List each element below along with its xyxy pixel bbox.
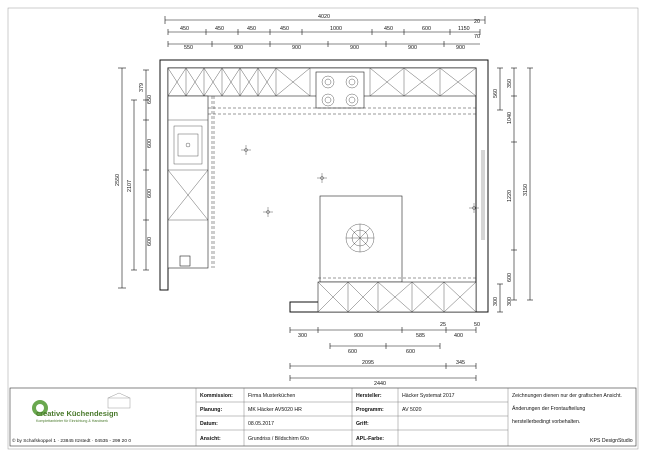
note-line-3: herstellerbedingt vorbehalten. bbox=[512, 419, 581, 425]
company-address: © by Schafskoppel 1 · 23845 Itzstedt · 04535 - 299 20 0 bbox=[12, 439, 132, 444]
griff-label: Griff: bbox=[356, 421, 369, 427]
dim-right-1: 350 bbox=[507, 79, 513, 88]
top-cabinet-row bbox=[168, 68, 476, 118]
light-3 bbox=[263, 207, 273, 217]
kommission-value: Firma Musterküchen bbox=[248, 393, 296, 399]
dim-right-3: 1220 bbox=[507, 190, 513, 202]
dim-top-r1-3: 450 bbox=[280, 26, 289, 32]
dim-bottom-r2-0: 600 bbox=[348, 349, 357, 355]
software-name: KPS DesignStudio bbox=[590, 438, 633, 444]
dim-top-r2-0: 550 bbox=[184, 45, 193, 51]
planung-label: Planung: bbox=[200, 407, 223, 413]
dim-bottom-r3-0: 2095 bbox=[362, 360, 374, 366]
dim-top-r1-1: 450 bbox=[215, 26, 224, 32]
dim-left-total: 2550 bbox=[115, 174, 121, 186]
dim-left-inner-4: 600 bbox=[147, 237, 153, 246]
programm-value: AV 5020 bbox=[402, 407, 422, 413]
dim-top-r1-5: 450 bbox=[384, 26, 393, 32]
dim-bottom-r2-1: 600 bbox=[406, 349, 415, 355]
dim-bottom-r1-3: 400 bbox=[454, 333, 463, 339]
note-line-1: Zeichnungen dienen nur der grafischen Ansicht. bbox=[512, 393, 622, 399]
kommission-label: Kommission: bbox=[200, 393, 233, 399]
ansicht-label: Ansicht: bbox=[200, 436, 221, 442]
dim-left-inner-2: 600 bbox=[147, 139, 153, 148]
dim-top-total: 4020 bbox=[318, 14, 330, 20]
apl-label: APL-Farbe: bbox=[356, 436, 384, 442]
dim-top-extra-2: 70 bbox=[474, 34, 480, 40]
bottom-cabinet-row bbox=[318, 278, 476, 312]
dim-left-inner-0: 379 bbox=[139, 83, 145, 92]
table-lamp bbox=[346, 224, 374, 252]
dim-bottom-small-0: 25 bbox=[440, 322, 446, 328]
note-line-2: Änderungen der Frontaufteilung bbox=[512, 406, 586, 412]
dim-top-r1-6: 600 bbox=[422, 26, 431, 32]
dim-top-extra-0: 20 bbox=[474, 19, 480, 25]
dim-right-4: 600 bbox=[507, 273, 513, 282]
cooktop bbox=[316, 72, 364, 108]
dim-bottom-r1-1: 900 bbox=[354, 333, 363, 339]
top-dimension-lines bbox=[165, 14, 485, 51]
dim-left-mid: 2107 bbox=[127, 180, 133, 192]
dim-bottom-r1-0: 300 bbox=[298, 333, 307, 339]
light-1 bbox=[241, 145, 251, 155]
dim-right-0: 560 bbox=[493, 89, 499, 98]
dim-left-inner-1: 650 bbox=[147, 95, 153, 104]
dim-top-r1-0: 450 bbox=[180, 26, 189, 32]
dim-top-r2-4: 900 bbox=[408, 45, 417, 51]
right-dimension-lines bbox=[493, 68, 533, 312]
hersteller-label: Hersteller: bbox=[356, 393, 382, 399]
light-2 bbox=[317, 173, 327, 183]
dim-right-2: 1040 bbox=[507, 112, 513, 124]
dim-right-total: 3150 bbox=[523, 184, 529, 196]
dim-bottom-r1-2: 585 bbox=[416, 333, 425, 339]
programm-label: Programm: bbox=[356, 407, 384, 413]
dim-bottom-small-1: 50 bbox=[474, 322, 480, 328]
dim-right-6: 300 bbox=[507, 297, 513, 306]
dim-top-extra-1: 1150 bbox=[458, 26, 470, 32]
datum-label: Datum: bbox=[200, 421, 218, 427]
ansicht-value: Grundriss / Bildschirm 60o bbox=[248, 436, 309, 442]
dim-left-inner-3: 600 bbox=[147, 189, 153, 198]
datum-value: 08.05.2017 bbox=[248, 421, 274, 427]
company-tagline: Komplettanbieter für Einrichtung & Handwerk bbox=[36, 419, 108, 423]
dim-bottom-total: 2440 bbox=[374, 381, 386, 387]
dim-bottom-r3-1: 345 bbox=[456, 360, 465, 366]
kitchen-island bbox=[320, 196, 402, 282]
dim-top-r2-3: 900 bbox=[350, 45, 359, 51]
hersteller-value: Häcker Systemat 2017 bbox=[402, 393, 455, 399]
dim-top-r1-2: 450 bbox=[247, 26, 256, 32]
dim-top-r2-5: 900 bbox=[456, 45, 465, 51]
planung-value: MK Häcker AV5020 HR bbox=[248, 407, 302, 413]
dim-top-r2-1: 900 bbox=[234, 45, 243, 51]
left-dimension-lines bbox=[115, 68, 153, 288]
dim-top-r2-2: 900 bbox=[292, 45, 301, 51]
company-name: creative Küchendesign bbox=[36, 409, 119, 418]
bottom-dimension-lines bbox=[290, 322, 480, 387]
left-cabinet-row bbox=[168, 96, 214, 268]
dim-top-r1-4: 1000 bbox=[330, 26, 342, 32]
dim-right-5: 300 bbox=[493, 297, 499, 306]
title-block bbox=[10, 388, 636, 446]
